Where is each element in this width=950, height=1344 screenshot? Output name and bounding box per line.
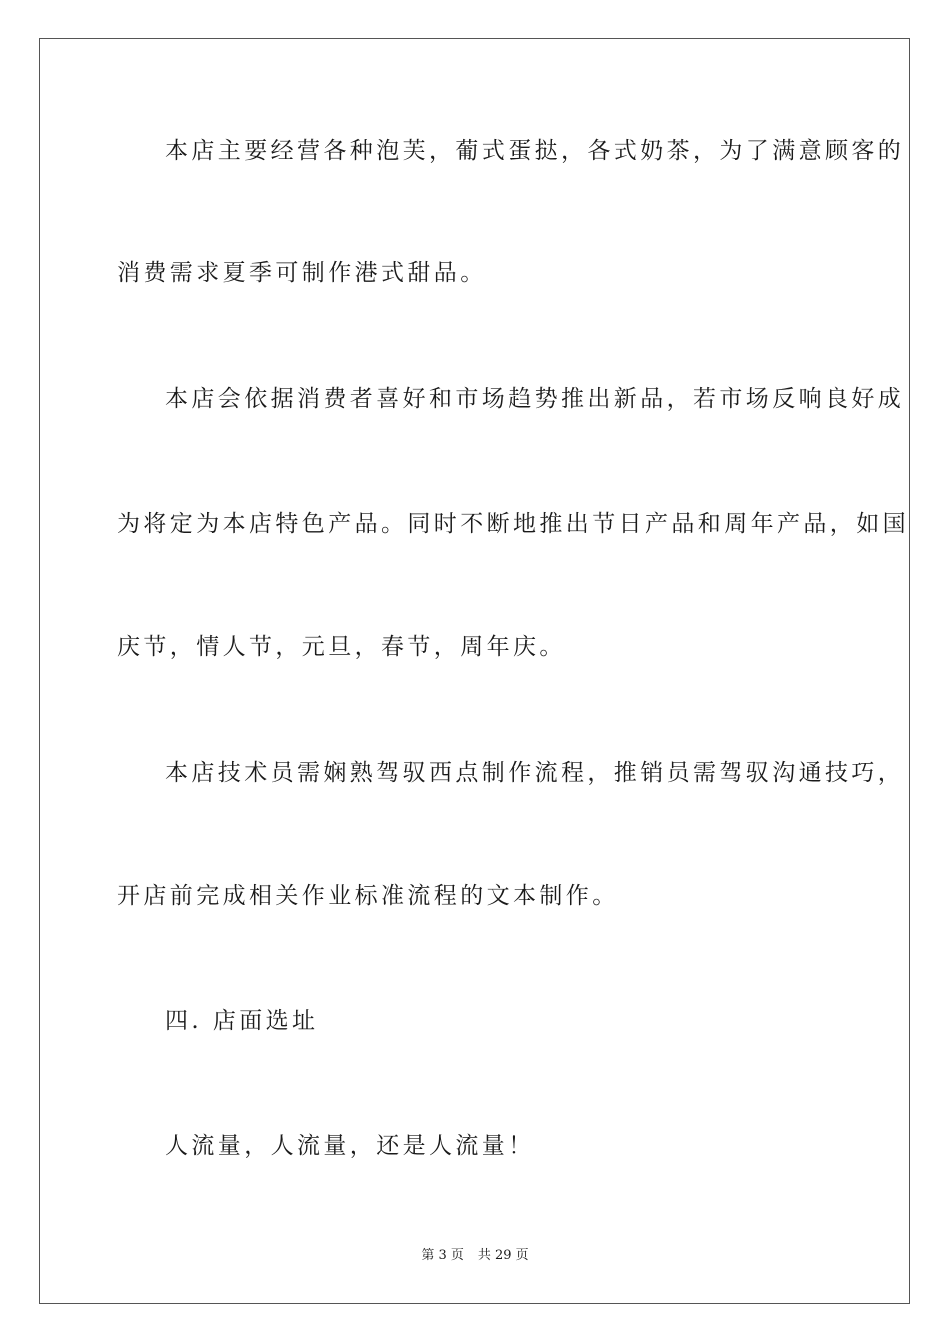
paragraph-2-line-1: 本店会依据消费者喜好和市场趋势推出新品，若市场反响良好成 bbox=[165, 386, 905, 412]
paragraph-2-line-2: 为将定为本店特色产品。同时不断地推出节日产品和周年产品，如国 bbox=[117, 511, 909, 537]
total-pages: 共 29 页 bbox=[477, 1248, 529, 1263]
paragraph-3-line-1: 本店技术员需娴熟驾驭西点制作流程，推销员需驾驭沟通技巧， bbox=[165, 760, 905, 786]
paragraph-2-line-3: 庆节，情人节，元旦，春节，周年庆。 bbox=[117, 634, 566, 660]
paragraph-1-line-1: 本店主要经营各种泡芙，葡式蛋挞，各式奶茶，为了满意顾客的 bbox=[165, 138, 905, 164]
paragraph-3-line-2: 开店前完成相关作业标准流程的文本制作。 bbox=[117, 883, 619, 909]
closing-line: 人流量，人流量，还是人流量！ bbox=[165, 1133, 535, 1159]
paragraph-1-line-2: 消费需求夏季可制作港式甜品。 bbox=[117, 260, 487, 286]
section-heading: 四. 店面选址 bbox=[165, 1008, 319, 1034]
page-border bbox=[39, 38, 910, 1304]
page-footer bbox=[0, 1247, 950, 1265]
page-number: 第 3 页 bbox=[421, 1248, 464, 1263]
